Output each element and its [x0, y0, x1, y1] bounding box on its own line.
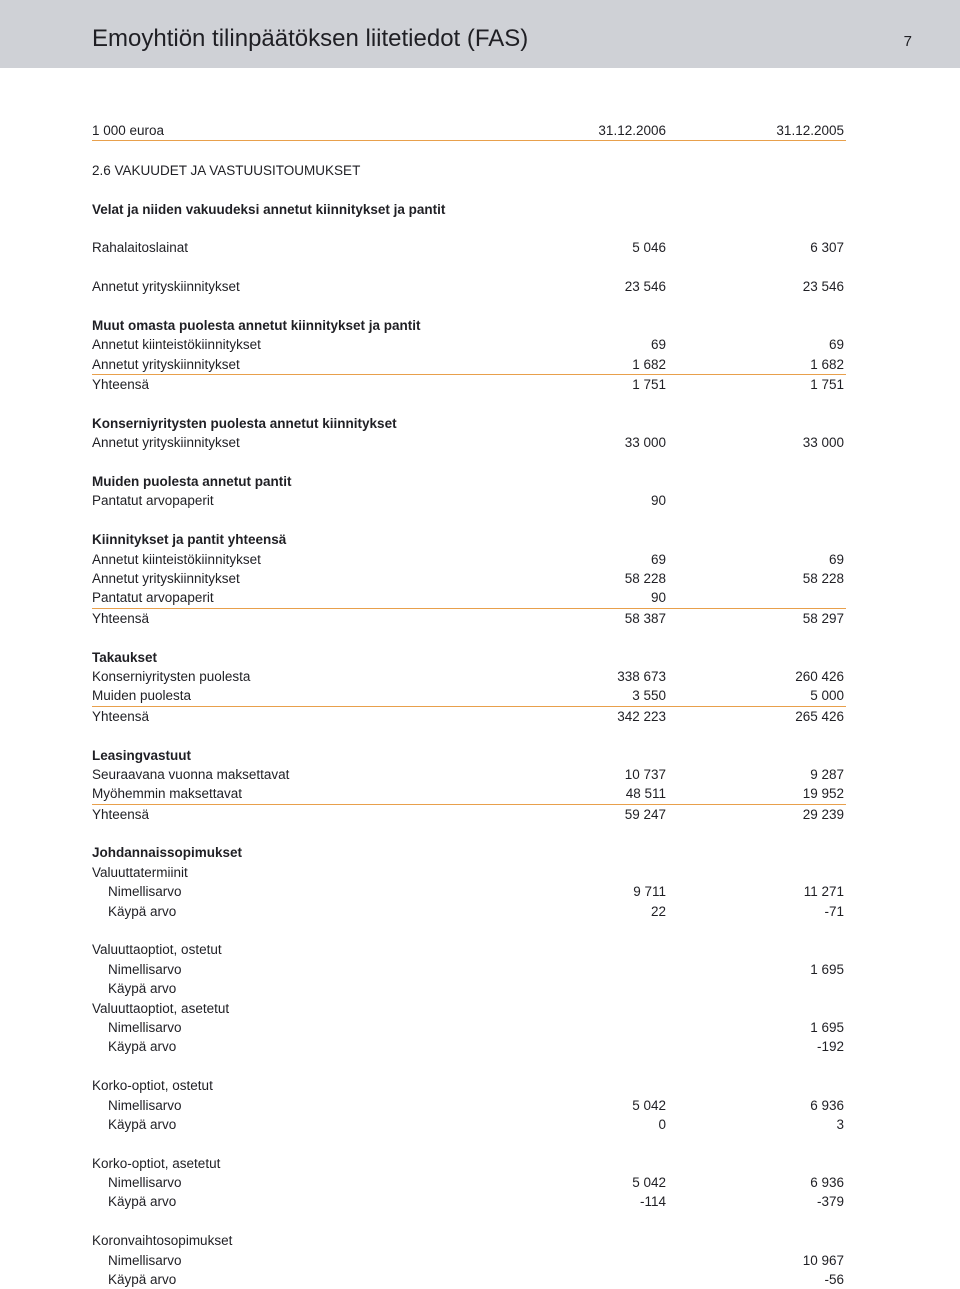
value-2006: 5 042 [632, 1175, 666, 1191]
value-2005: 58 228 [802, 570, 844, 586]
value-2005: 69 [828, 337, 844, 353]
value-2006: 90 [650, 590, 666, 606]
group-heading-row [92, 530, 846, 549]
table-row [92, 784, 846, 804]
value-2006: 90 [650, 493, 666, 509]
value-2005: 5 000 [810, 688, 844, 704]
group-heading-row [92, 472, 846, 491]
row-label: Konserniyritysten puolesta annetut kiinnitykset [92, 415, 397, 431]
spacer [92, 297, 846, 316]
row-label: Annetut yrityskiinnitykset [92, 570, 240, 586]
row-label: Konserniyritysten puolesta [92, 668, 251, 684]
value-2005: -379 [816, 1194, 844, 1210]
table-row [92, 1270, 846, 1289]
row-label: Nimellisarvo [108, 884, 182, 900]
row-label: Takaukset [92, 649, 158, 665]
row-label: Johdannaissopimukset [92, 845, 243, 861]
value-2005: 1 682 [810, 356, 844, 372]
units-label: 1 000 euroa [92, 123, 165, 138]
table-row [92, 355, 846, 375]
value-2006: 22 [650, 903, 666, 919]
value-2005: 6 307 [810, 240, 844, 256]
row-label: Nimellisarvo [108, 1019, 182, 1035]
value-2005: 69 [828, 551, 844, 567]
spacer [92, 511, 846, 530]
row-label: Valuuttatermiinit [92, 864, 188, 880]
value-2005: -71 [824, 903, 844, 919]
table-row [92, 277, 846, 296]
group-heading-row [92, 316, 846, 335]
table-row [92, 667, 846, 686]
column-header-row [92, 121, 846, 141]
spacer [92, 1212, 846, 1231]
row-label: Nimellisarvo [108, 1252, 182, 1268]
row-label: Käypä arvo [108, 1194, 177, 1210]
spacer [92, 1057, 846, 1076]
spacer [92, 921, 846, 940]
row-label: Annetut yrityskiinnitykset [92, 279, 240, 295]
row-label: Käypä arvo [108, 903, 177, 919]
table-row [92, 1037, 846, 1056]
column-header-2005: 31.12.2005 [776, 123, 844, 138]
row-label: Yhteensä [92, 377, 150, 393]
table-row [92, 609, 846, 628]
row-label: Myöhemmin maksettavat [92, 786, 243, 802]
row-label: Korko-optiot, ostetut [92, 1078, 213, 1094]
row-label: Leasingvastuut [92, 747, 192, 763]
spacer [92, 628, 846, 647]
value-2006: 59 247 [624, 806, 666, 822]
value-2006: 338 673 [617, 668, 666, 684]
value-2006: 1 751 [632, 377, 666, 393]
section-title: 2.6 VAKUUDET JA VASTUUSITOUMUKSET [92, 162, 361, 178]
value-2006: 5 042 [632, 1097, 666, 1113]
row-label: Käypä arvo [108, 1272, 177, 1288]
spacer [92, 219, 846, 238]
table-row [92, 1231, 846, 1250]
table-row [92, 335, 846, 354]
table-row [92, 1076, 846, 1095]
value-2005: 260 426 [795, 668, 844, 684]
value-2005: 1 695 [810, 961, 844, 977]
column-header-2006: 31.12.2006 [598, 123, 666, 138]
group-heading-row [92, 414, 846, 433]
value-2005: 3 [836, 1116, 844, 1132]
value-2006: -114 [639, 1194, 666, 1210]
row-label: Kiinnitykset ja pantit yhteensä [92, 532, 287, 548]
spacer [92, 824, 846, 843]
row-label: Annetut yrityskiinnitykset [92, 435, 240, 451]
page-number: 7 [903, 33, 912, 50]
value-2005: 6 936 [810, 1175, 844, 1191]
table-row [92, 686, 846, 706]
table-row [92, 940, 846, 959]
section-title-row [92, 161, 846, 180]
spacer [92, 180, 846, 199]
table-row [92, 491, 846, 510]
table-row [92, 1192, 846, 1211]
value-2006: 23 546 [624, 279, 666, 295]
value-2005: 6 936 [810, 1097, 844, 1113]
value-2006: 48 511 [625, 786, 666, 802]
group-heading-row [92, 648, 846, 667]
value-2006: 1 682 [632, 356, 666, 372]
row-label: Yhteensä [92, 708, 150, 724]
value-2006: 3 550 [632, 688, 666, 704]
row-label: Seuraavana vuonna maksettavat [92, 766, 290, 782]
table-row [92, 1154, 846, 1173]
row-label: Rahalaitoslainat [92, 240, 189, 256]
value-2006: 5 046 [632, 240, 666, 256]
row-label: Nimellisarvo [108, 1175, 182, 1191]
table-row [92, 999, 846, 1018]
value-2006: 9 711 [633, 884, 666, 900]
table-row [92, 1115, 846, 1134]
spacer [92, 258, 846, 277]
row-label: Annetut yrityskiinnitykset [92, 356, 240, 372]
spacer [92, 726, 846, 745]
value-2005: 1 695 [810, 1019, 844, 1035]
group-heading-row [92, 746, 846, 765]
table-body [92, 200, 846, 1289]
row-label: Valuuttaoptiot, ostetut [92, 942, 222, 958]
table-row [92, 960, 846, 979]
value-2005: 19 952 [802, 786, 844, 802]
table-row [92, 882, 846, 901]
value-2006: 69 [650, 551, 666, 567]
row-label: Nimellisarvo [108, 961, 182, 977]
value-2005: 58 297 [802, 610, 844, 626]
row-label: Muiden puolesta [92, 688, 192, 704]
table-row [92, 569, 846, 588]
row-label: Käypä arvo [108, 1039, 177, 1055]
value-2006: 342 223 [617, 708, 666, 724]
row-label: Nimellisarvo [108, 1097, 182, 1113]
table-row [92, 433, 846, 452]
table-row [92, 863, 846, 882]
value-2006: 69 [650, 337, 666, 353]
row-label: Annetut kiinteistökiinnitykset [92, 337, 261, 353]
spacer [92, 394, 846, 413]
value-2005: 265 426 [795, 708, 844, 724]
row-label: Yhteensä [92, 610, 150, 626]
row-label: Käypä arvo [108, 1116, 177, 1132]
row-label: Muut omasta puolesta annetut kiinnitykset ja pantit [92, 317, 421, 333]
table-row [92, 902, 846, 921]
value-2005: 9 287 [810, 766, 844, 782]
value-2005: 29 239 [802, 806, 844, 822]
page-title: Emoyhtiön tilinpäätöksen liitetiedot (FAS) [92, 25, 529, 52]
row-label: Pantatut arvopaperit [92, 590, 214, 606]
value-2005: 1 751 [810, 377, 844, 393]
value-2006: 33 000 [624, 435, 666, 451]
table-row [92, 1018, 846, 1037]
value-2005: -56 [824, 1272, 844, 1288]
row-label: Pantatut arvopaperit [92, 493, 214, 509]
row-label: Käypä arvo [108, 981, 177, 997]
value-2005: 11 271 [803, 884, 844, 900]
table-row [92, 1096, 846, 1115]
row-label: Koronvaihtosopimukset [92, 1233, 233, 1249]
table-row [92, 375, 846, 394]
table-row [92, 1173, 846, 1192]
page-header [0, 0, 960, 68]
row-label: Muiden puolesta annetut pantit [92, 474, 292, 490]
value-2006: 58 228 [624, 570, 666, 586]
group-heading-row [92, 200, 846, 219]
spacer [92, 453, 846, 472]
group-heading-row [92, 843, 846, 862]
row-label: Velat ja niiden vakuudeksi annetut kiinnitykset ja pantit [92, 201, 446, 217]
value-2006: 0 [658, 1116, 666, 1132]
value-2005: -192 [816, 1039, 844, 1055]
table-row [92, 1251, 846, 1270]
value-2005: 33 000 [802, 435, 844, 451]
value-2006: 58 387 [624, 610, 666, 626]
table-row [92, 805, 846, 824]
table-row [92, 979, 846, 998]
value-2005: 10 967 [802, 1252, 844, 1268]
table-row [92, 707, 846, 726]
row-label: Valuuttaoptiot, asetetut [92, 1000, 230, 1016]
row-label: Yhteensä [92, 806, 150, 822]
table-row [92, 765, 846, 784]
table-row [92, 550, 846, 569]
spacer [92, 1134, 846, 1153]
spacer [92, 141, 846, 160]
row-label: Korko-optiot, asetetut [92, 1155, 221, 1171]
value-2006: 10 737 [624, 766, 666, 782]
table-row [92, 588, 846, 608]
notes-table [92, 121, 846, 1289]
value-2005: 23 546 [802, 279, 844, 295]
table-row [92, 238, 846, 257]
row-label: Annetut kiinteistökiinnitykset [92, 551, 261, 567]
